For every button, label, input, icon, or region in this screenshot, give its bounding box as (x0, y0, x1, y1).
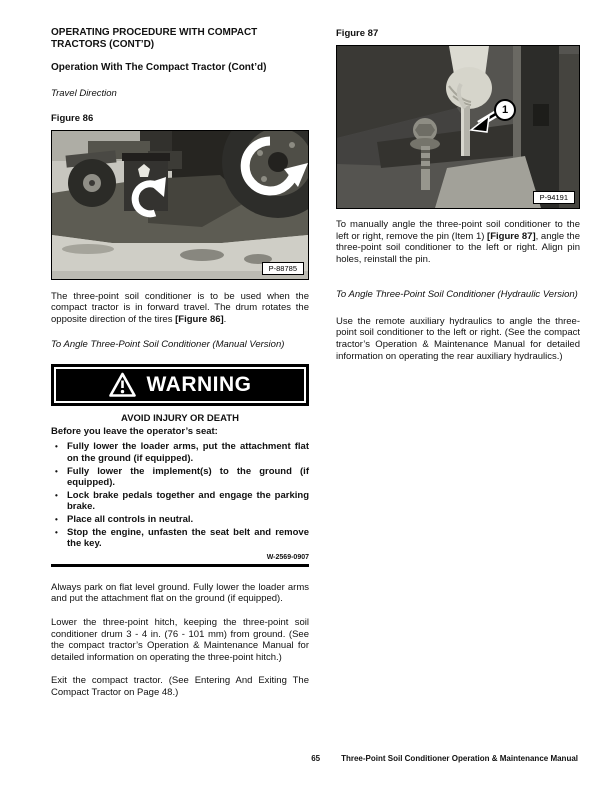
bullet-glyph: • (55, 442, 58, 452)
warning-banner-title: WARNING (146, 372, 252, 396)
paragraph-manual-angle (336, 219, 580, 265)
right-column (336, 27, 580, 710)
warning-intro: Before you leave the operator’s seat: (51, 425, 218, 437)
bullet-glyph: • (55, 466, 58, 476)
warning-bullet-item: • Fully lower the loader arms, put the attachment flat on the ground (if equipped). (51, 441, 309, 464)
paragraph-text: , angle the three-point soil conditioner to the left or right. Align pin holes, reinstall the pin. (336, 230, 581, 265)
warning-subtitle: AVOID INJURY OR DEATH (121, 412, 239, 424)
manual-version-heading: To Angle Three-Point Soil Conditioner (Manual Version) (51, 339, 285, 351)
warning-bullet-item: • Stop the engine, unfasten the seat belt and remove the key. (51, 527, 309, 550)
manual-title: Three-Point Soil Conditioner Operation & Maintenance Manual (341, 754, 578, 763)
figure-86-label: Figure 86 (51, 112, 94, 124)
warning-box (51, 364, 309, 567)
figure-86-photo-illustration (52, 131, 308, 279)
left-column (51, 27, 309, 710)
warning-bullet-item: • Fully lower the implement(s) to the ground (if equipped). (51, 466, 309, 489)
section-title: OPERATING PROCEDURE WITH COMPACT TRACTORS (CONT’D) (51, 27, 258, 50)
bullet-glyph: • (55, 490, 58, 500)
warning-bottom-rule (51, 564, 309, 567)
figure-87-photo-code: P-94191 (533, 191, 575, 204)
paragraph-exit: Exit the compact tractor. (See Entering And Exiting The Compact Tractor on Page 48.) (51, 675, 309, 698)
page-footer (311, 754, 578, 763)
bullet-glyph: • (55, 514, 58, 524)
paragraph-lower-hitch: Lower the three-point hitch, keeping the three-point soil conditioner drum 3 - 4 in. (76 - 101 mm) from ground. (See the compact tractor’s Operation & Maintenance Manual for detailed information on operating the three-point hitch.) (51, 616, 309, 663)
warning-bullet-item: • Lock brake pedals together and engage the parking brake. (51, 490, 309, 513)
travel-direction-heading: Travel Direction (51, 88, 117, 99)
paragraph-text: . (223, 313, 227, 325)
hydraulic-version-heading: To Angle Three-Point Soil Conditioner (Hydraulic Version) (336, 289, 578, 301)
warning-banner (51, 364, 309, 406)
page-number: 65 (311, 754, 321, 763)
figure-87-photo-illustration (337, 46, 579, 208)
warning-bullet-list (51, 441, 309, 549)
paragraph-text: The three-point soil conditioner is to be used when the compact tractor is in forward travel. The drum rotates the opposite direction of the tires (51, 290, 309, 325)
subsection-title: Operation With The Compact Tractor (Cont’d) (51, 62, 267, 73)
paragraph-text: To manually angle the three-point soil conditioner to the left or right, remove the pin (Item 1) (336, 219, 580, 242)
callout-1-badge: 1 (494, 99, 516, 121)
figure-87-label: Figure 87 (336, 28, 379, 39)
paragraph-forward-travel (51, 291, 309, 326)
bullet-glyph: • (55, 527, 58, 537)
figure-87-photo (336, 45, 580, 209)
paragraph-park: Always park on flat level ground. Fully lower the loader arms and put the attachment flat on the ground (if equipped). (51, 581, 309, 605)
warning-reference-code: W-2569-0907 (266, 553, 309, 561)
paragraph-hydraulic: Use the remote auxiliary hydraulics to angle the three-point soil conditioner to the left or right. (See the compact tractor’s Operation & Maintenance Manual for detailed information on operating the rear auxiliary hydraulics.) (336, 315, 580, 362)
figure-87-reference: [Figure 87] (487, 230, 536, 242)
figure-86-photo-code: P-88785 (262, 262, 304, 275)
figure-86-reference: [Figure 86] (175, 313, 224, 325)
warning-bullet-item: • Place all controls in neutral. (51, 514, 309, 526)
warning-triangle-icon (109, 372, 136, 398)
figure-86-photo (51, 130, 309, 280)
